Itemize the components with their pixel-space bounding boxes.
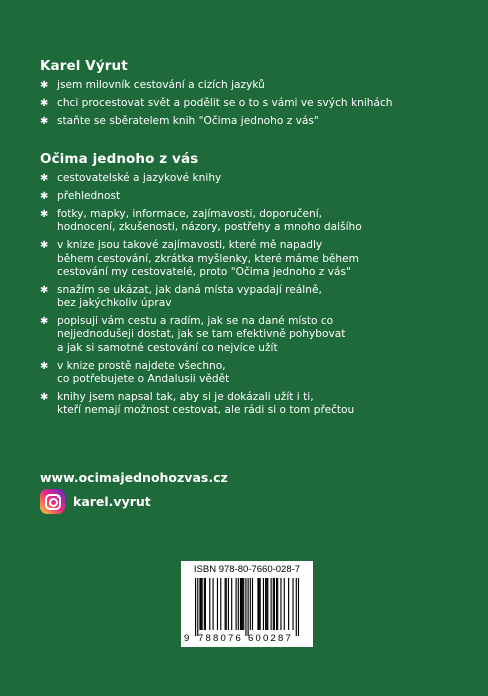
barcode-digit: 6: [235, 633, 241, 644]
barcode-digit: 8: [213, 633, 219, 644]
barcode-bar: [204, 578, 205, 630]
star-bullet-icon: ✱: [40, 284, 49, 296]
barcode-bar: [257, 578, 258, 630]
barcode-bar: [245, 578, 246, 636]
barcode-bar: [240, 578, 241, 630]
list-item: [40, 315, 460, 355]
barcode-digit: 2: [270, 633, 276, 644]
instagram-icon: [40, 489, 65, 514]
list-item-text: chci procestovat svět a podělit se o to s vámi ve svých knihách: [57, 96, 393, 109]
barcode-digit: 7: [285, 633, 291, 644]
star-bullet-icon: ✱: [40, 360, 49, 372]
list-item-text: přehlednost: [57, 189, 121, 202]
barcode-digit: 0: [263, 633, 269, 644]
barcode-bar: [252, 578, 253, 630]
barcode-bar: [296, 578, 297, 636]
barcode-digit: 6: [248, 633, 254, 644]
barcode-bar: [220, 578, 221, 630]
list-item-text: knihy jsem napsal tak, aby si je dokázali užít i ti, kteří nemají možnost cestovat, ale rádi si o tom přečtou: [57, 390, 355, 417]
barcode-bar: [271, 578, 272, 630]
list-item-text: staňte se sběratelem knih "Očima jednoho z vás": [57, 114, 319, 127]
isbn-label: ISBN 978-80-7660-028-7: [193, 564, 301, 575]
barcode-bar: [273, 578, 274, 630]
barcode-bar: [266, 578, 267, 630]
barcode-bar: [225, 578, 226, 630]
barcode-digit: 8: [205, 633, 211, 644]
list-item: [40, 360, 460, 387]
barcode-bar: [280, 578, 281, 630]
star-bullet-icon: ✱: [40, 240, 49, 252]
series-list: [40, 172, 460, 418]
barcode-bar: [199, 578, 200, 630]
list-item: [40, 79, 460, 92]
list-item: [40, 97, 460, 110]
barcode-digit: 7: [228, 633, 234, 644]
barcode-bar: [267, 578, 268, 630]
author-list: [40, 79, 460, 128]
series-title: Očima jednoho z vás: [40, 151, 199, 167]
barcode-bar: [243, 578, 244, 630]
list-item-text: cestovatelské a jazykové knihy: [57, 172, 222, 184]
author-section: [40, 58, 460, 133]
barcode-bar: [284, 578, 285, 630]
barcode-bar: [205, 578, 206, 630]
barcode-digit: 7: [198, 633, 204, 644]
barcode-bar: [263, 578, 264, 630]
series-section: [40, 151, 460, 422]
author-name: Karel Výrut: [40, 58, 128, 74]
barcode-bar: [241, 578, 242, 630]
barcode-bar: [248, 578, 249, 636]
list-item-text: snažím se ukázat, jak daná místa vypadají reálně, bez jakýchkoliv úprav: [57, 283, 322, 310]
list-item: [40, 284, 460, 311]
barcode-bar: [202, 578, 203, 630]
barcode-bar: [265, 578, 266, 630]
list-item-text: v knize jsou takové zajímavosti, které mě napadly během cestování, zkrátka myšlenky, které máme během cestování my cestovatelé, proto "Očima jednoho z vás": [57, 239, 359, 278]
star-bullet-icon: ✱: [40, 391, 49, 403]
barcode-bars: [187, 578, 307, 636]
list-item: [40, 391, 460, 418]
star-bullet-icon: ✱: [40, 316, 49, 328]
barcode-bar: [197, 578, 198, 636]
instagram-handle: karel.vyrut: [73, 494, 151, 509]
barcode-bar: [209, 578, 210, 630]
barcode-bar: [260, 578, 261, 630]
list-item: [40, 208, 460, 235]
barcode-digit: 9: [184, 633, 190, 644]
star-bullet-icon: ✱: [40, 208, 49, 220]
barcode-digit: 8: [278, 633, 284, 644]
barcode-bar: [298, 578, 299, 636]
star-bullet-icon: ✱: [40, 190, 49, 202]
isbn-barcode: [181, 561, 313, 647]
barcode-bar: [288, 578, 289, 630]
barcode-digits: [181, 633, 313, 645]
star-bullet-icon: ✱: [40, 115, 49, 127]
list-item-text: jsem milovník cestování a cizích jazyků: [57, 79, 265, 91]
barcode-bar: [231, 578, 232, 630]
barcode-bar: [228, 578, 229, 630]
list-item: [40, 190, 460, 203]
star-bullet-icon: ✱: [40, 97, 49, 109]
barcode-digit: 0: [220, 633, 226, 644]
instagram-link[interactable]: [40, 489, 151, 514]
barcode-bar: [226, 578, 227, 630]
list-item-text: fotky, mapky, informace, zajímavosti, doporučení, hodnocení, zkušenosti, názory, postřehy a mnoho dalšího: [57, 207, 362, 234]
star-bullet-icon: ✱: [40, 80, 49, 91]
list-item: [40, 239, 460, 279]
barcode-bar: [276, 578, 277, 630]
barcode-bar: [274, 578, 275, 630]
barcode-bar: [213, 578, 214, 630]
barcode-digit: 0: [255, 633, 261, 644]
barcode-bar: [236, 578, 237, 630]
star-bullet-icon: ✱: [40, 173, 49, 184]
list-item-text: popisuji vám cestu a radím, jak se na dané místo co nejjednodušeji dostat, jak se tam efektivně pohybovat a jak si samotné cestování co nejvíce užít: [57, 315, 346, 354]
barcode-bar: [258, 578, 259, 630]
barcode-bar: [242, 578, 243, 630]
barcode-bar: [200, 578, 201, 630]
list-item: [40, 172, 460, 185]
barcode-bar: [238, 578, 239, 630]
barcode-bar: [250, 578, 251, 630]
barcode-bar: [195, 578, 196, 636]
barcode-bar: [277, 578, 278, 630]
list-item-text: v knize prostě najdete všechno, co potřebujete o Andalusii vědět: [57, 359, 230, 385]
barcode-bar: [217, 578, 218, 630]
barcode-bar: [292, 578, 293, 630]
website-link[interactable]: www.ocimajednohozvas.cz: [40, 470, 228, 485]
list-item: [40, 115, 460, 128]
